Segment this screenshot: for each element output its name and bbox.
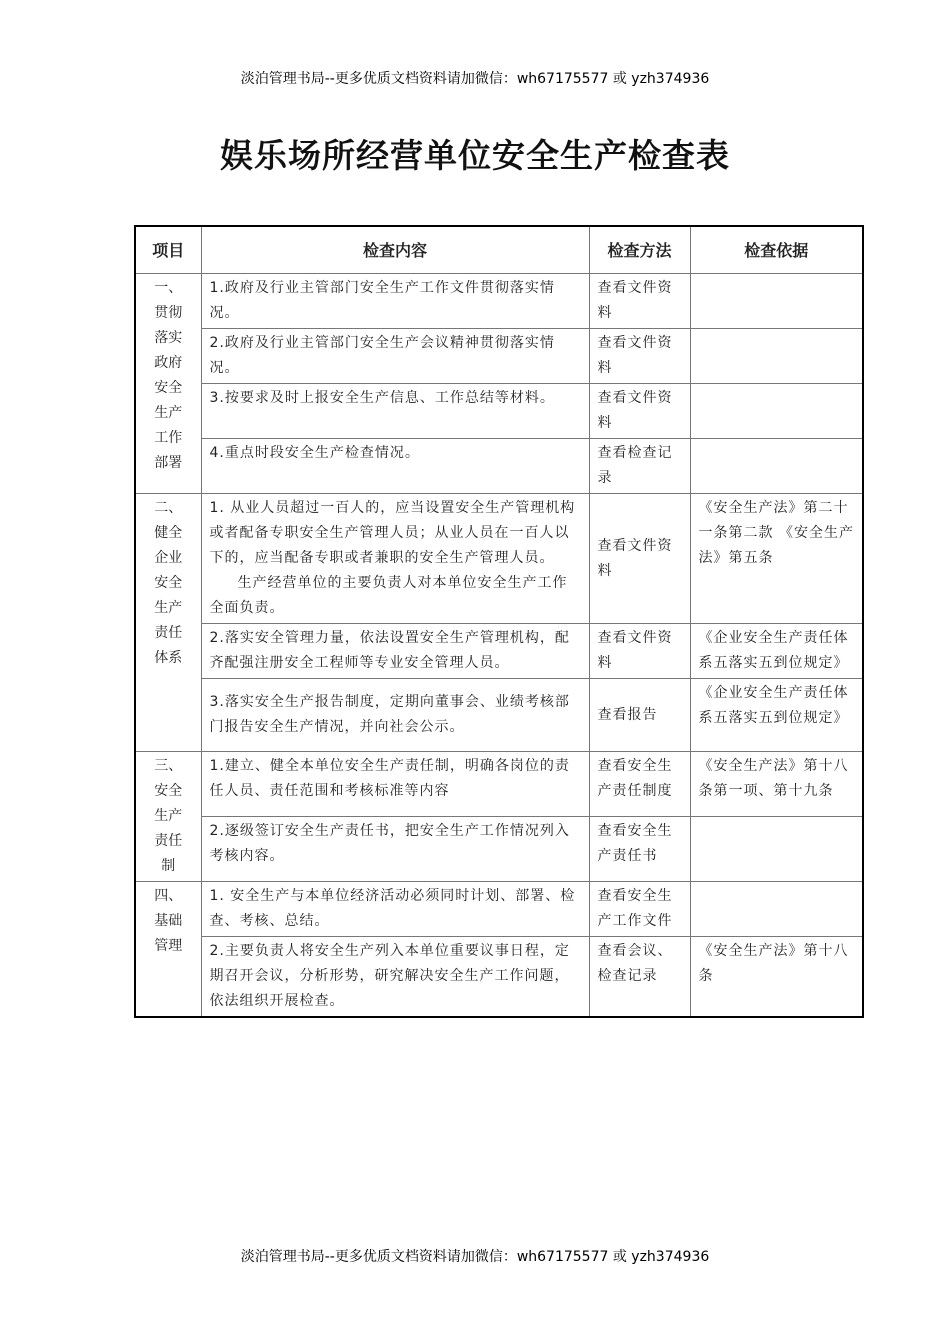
check-content-extra: 生产经营单位的主要负责人对本单位安全生产工作全面负责。	[209, 575, 568, 616]
check-basis: 《安全生产法》第二十一条第二款 《安全生产法》第五条	[690, 494, 863, 624]
check-basis: 《安全生产法》第十八条	[690, 937, 863, 1018]
table-row	[135, 384, 863, 439]
check-basis: 《企业安全生产责任体系五落实五到位规定》	[690, 624, 863, 679]
table-row	[135, 624, 863, 679]
check-method: 查看文件资料	[589, 274, 690, 329]
header-content: 检查内容	[201, 226, 589, 274]
section-1-item: 一、 贯彻 落实 政府 安全 生产 工作 部署	[135, 274, 201, 494]
check-content: 4.重点时段安全生产检查情况。	[201, 439, 589, 494]
check-basis	[690, 274, 863, 329]
check-method: 查看会议、检查记录	[589, 937, 690, 1018]
table-row	[135, 882, 863, 937]
check-method: 查看文件资料	[589, 384, 690, 439]
table-row	[135, 679, 863, 752]
table-row	[135, 937, 863, 1018]
section-3-item: 三、 安全 生产 责任 制	[135, 752, 201, 882]
section-4-item: 四、 基础 管理	[135, 882, 201, 1018]
header-basis: 检查依据	[690, 226, 863, 274]
table-header-row	[135, 226, 863, 274]
check-basis	[690, 817, 863, 882]
check-basis	[690, 439, 863, 494]
check-content: 2.落实安全管理力量，依法设置安全生产管理机构，配齐配强注册安全工程师等专业安全管理人员。	[201, 624, 589, 679]
document-title: 娱乐场所经营单位安全生产检查表	[220, 136, 730, 175]
check-content: 3.按要求及时上报安全生产信息、工作总结等材料。	[201, 384, 589, 439]
footer-note: 淡泊管理书局--更多优质文档资料请加微信：wh67175577 或 yzh374936	[240, 1249, 710, 1265]
table-row	[135, 817, 863, 882]
check-method: 查看文件资料	[589, 494, 690, 624]
check-basis: 《企业安全生产责任体系五落实五到位规定》	[690, 679, 863, 752]
table-row	[135, 329, 863, 384]
check-content: 3.落实安全生产报告制度，定期向董事会、业绩考核部门报告安全生产情况，并向社会公示。	[201, 679, 589, 752]
check-method: 查看文件资料	[589, 624, 690, 679]
check-content: 2.政府及行业主管部门安全生产会议精神贯彻落实情况。	[201, 329, 589, 384]
check-content: 2.主要负责人将安全生产列入本单位重要议事日程，定期召开会议，分析形势，研究解决安全生产工作问题，依法组织开展检查。	[201, 937, 589, 1018]
check-basis: 《安全生产法》第十八条第一项、第十九条	[690, 752, 863, 817]
check-method: 查看安全生产责任制度	[589, 752, 690, 817]
check-content: 1.建立、健全本单位安全生产责任制，明确各岗位的责任人员、责任范围和考核标准等内容	[201, 752, 589, 817]
check-basis	[690, 329, 863, 384]
header-item: 项目	[135, 226, 201, 274]
check-content: 2.逐级签订安全生产责任书，把安全生产工作情况列入考核内容。	[201, 817, 589, 882]
header-method: 检查方法	[589, 226, 690, 274]
check-method: 查看检查记录	[589, 439, 690, 494]
check-method: 查看文件资料	[589, 329, 690, 384]
check-content: 1. 安全生产与本单位经济活动必须同时计划、部署、检查、考核、总结。	[201, 882, 589, 937]
check-method: 查看安全生产责任书	[589, 817, 690, 882]
check-method: 查看报告	[589, 679, 690, 752]
header-note: 淡泊管理书局--更多优质文档资料请加微信：wh67175577 或 yzh374936	[240, 71, 710, 87]
check-basis	[690, 882, 863, 937]
check-basis	[690, 384, 863, 439]
table-row	[135, 439, 863, 494]
table-row	[135, 494, 863, 624]
section-2-item: 二、 健全 企业 安全 生产 责任 体系	[135, 494, 201, 752]
check-content-main: 1. 从业人员超过一百人的，应当设置安全生产管理机构或者配备专职安全生产管理人员；从业人员在一百人以下的，应当配备专职或者兼职的安全生产管理人员。	[209, 500, 576, 566]
check-content: 1.政府及行业主管部门安全生产工作文件贯彻落实情况。	[201, 274, 589, 329]
check-content	[201, 494, 589, 624]
table-row	[135, 752, 863, 817]
inspection-table	[134, 225, 864, 1018]
table-row	[135, 274, 863, 329]
check-method: 查看安全生产工作文件	[589, 882, 690, 937]
